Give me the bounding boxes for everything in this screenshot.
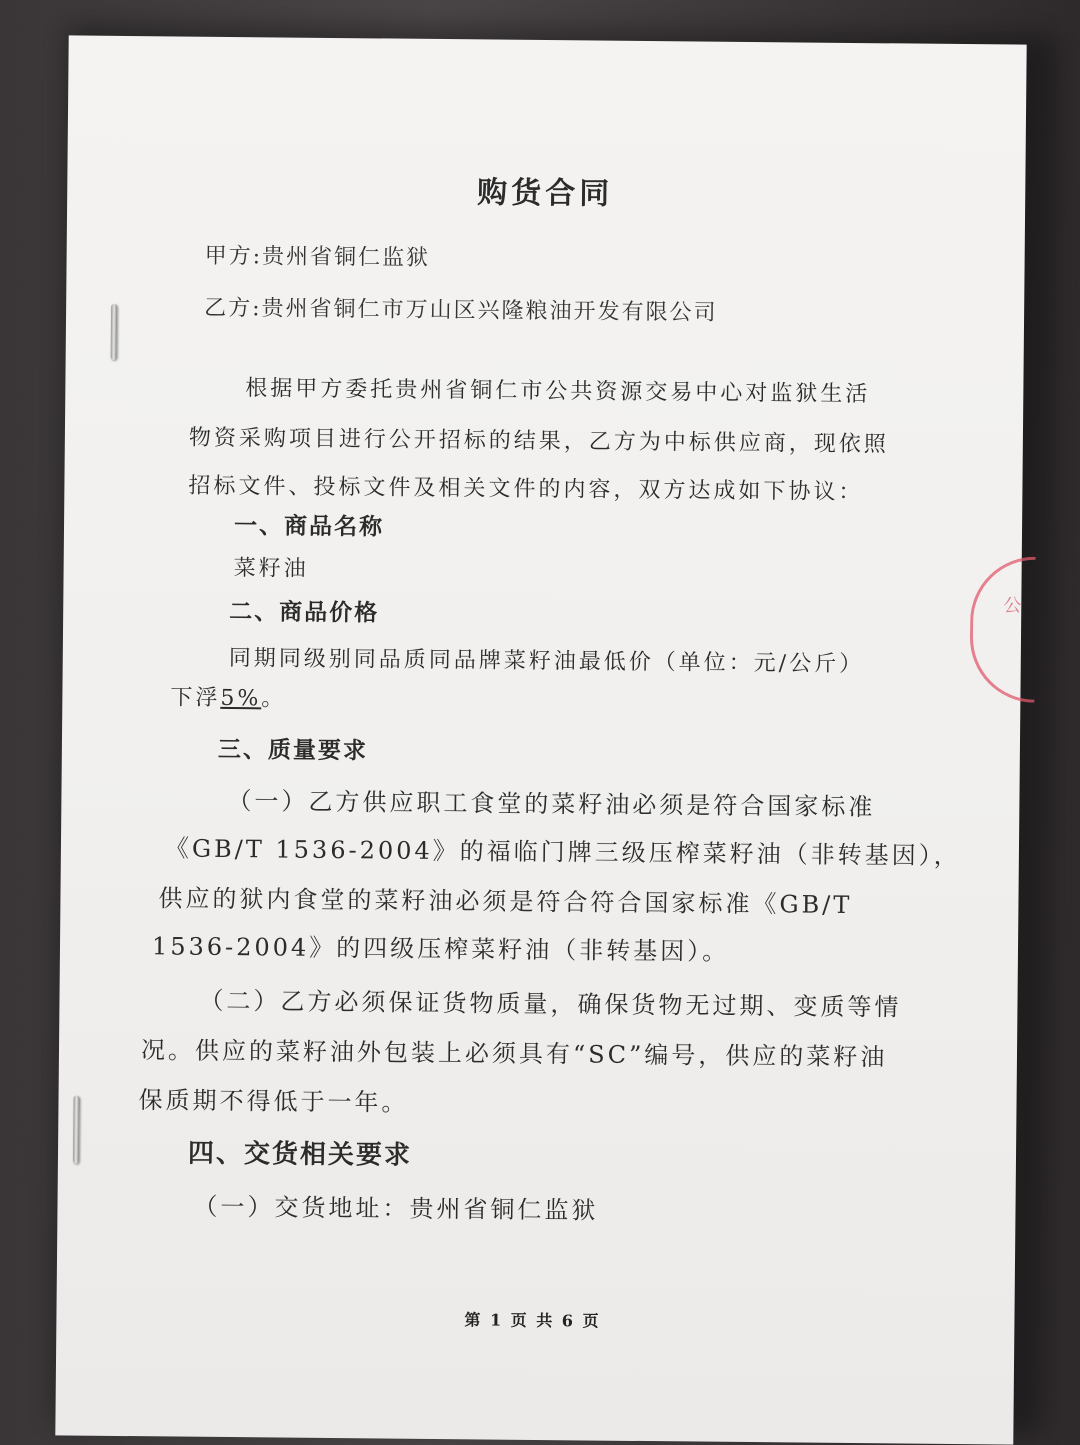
section-2-line-1: 同期同级别同品质同品牌菜籽油最低价（单位：元/公斤） (228, 645, 865, 678)
section-3-item-2-line-1: （二）乙方必须保证货物质量，确保货物无过期、变质等情 (199, 986, 902, 1022)
discount-value: 5% (220, 685, 262, 712)
section-3-item-1-line-3: 供应的狱内食堂的菜籽油必须是符合符合国家标准《GB/T (158, 884, 853, 919)
document-page (55, 35, 1026, 1444)
document-title: 购货合同 (477, 175, 614, 212)
stamp-glyph: 公 (1003, 595, 1022, 617)
section-3-heading: 三、质量要求 (217, 735, 369, 765)
party-a: 甲方:贵州省铜仁监狱 (204, 243, 431, 271)
intro-line-1: 根据甲方委托贵州省铜仁市公共资源交易中心对监狱生活 (245, 376, 871, 408)
page-footer: 第 1 页 共 6 页 (464, 1310, 601, 1331)
price-prefix: 下浮 (170, 685, 221, 711)
section-2-heading: 二、商品价格 (229, 598, 380, 627)
section-1-heading: 一、商品名称 (233, 512, 385, 541)
section-3-item-2-line-3: 保质期不得低于一年。 (138, 1086, 409, 1117)
section-3-item-2-line-2: 况。供应的菜籽油外包装上必须具有“SC”编号，供应的菜籽油 (140, 1036, 888, 1072)
section-1-text: 菜籽油 (233, 556, 309, 582)
section-3-item-1-line-4: 1536-2004》的四级压榨菜籽油（非转基因）。 (151, 932, 730, 966)
section-4-item-1: （一）交货地址：贵州省铜仁监狱 (193, 1192, 599, 1225)
party-b: 乙方:贵州省铜仁市万山区兴隆粮油开发有限公司 (204, 295, 718, 326)
section-4-heading: 四、交货相关要求 (187, 1138, 413, 1171)
section-3-item-1-line-2: 《GB/T 1536-2004》的福临门牌三级压榨菜籽油（非转基因）， (164, 834, 961, 871)
intro-line-3: 招标文件、投标文件及相关文件的内容，双方达成如下协议： (188, 473, 864, 506)
section-3-item-1-line-1: （一）乙方供应职工食堂的菜籽油必须是符合国家标准 (227, 786, 876, 822)
staple-bottom (73, 1096, 80, 1164)
price-suffix: 。 (261, 686, 287, 712)
red-seal-stamp (969, 556, 1035, 703)
intro-line-2: 物资采购项目进行公开招标的结果，乙方为中标供应商，现依照 (188, 425, 889, 458)
staple-top (111, 304, 118, 360)
section-2-line-2 (170, 680, 286, 712)
